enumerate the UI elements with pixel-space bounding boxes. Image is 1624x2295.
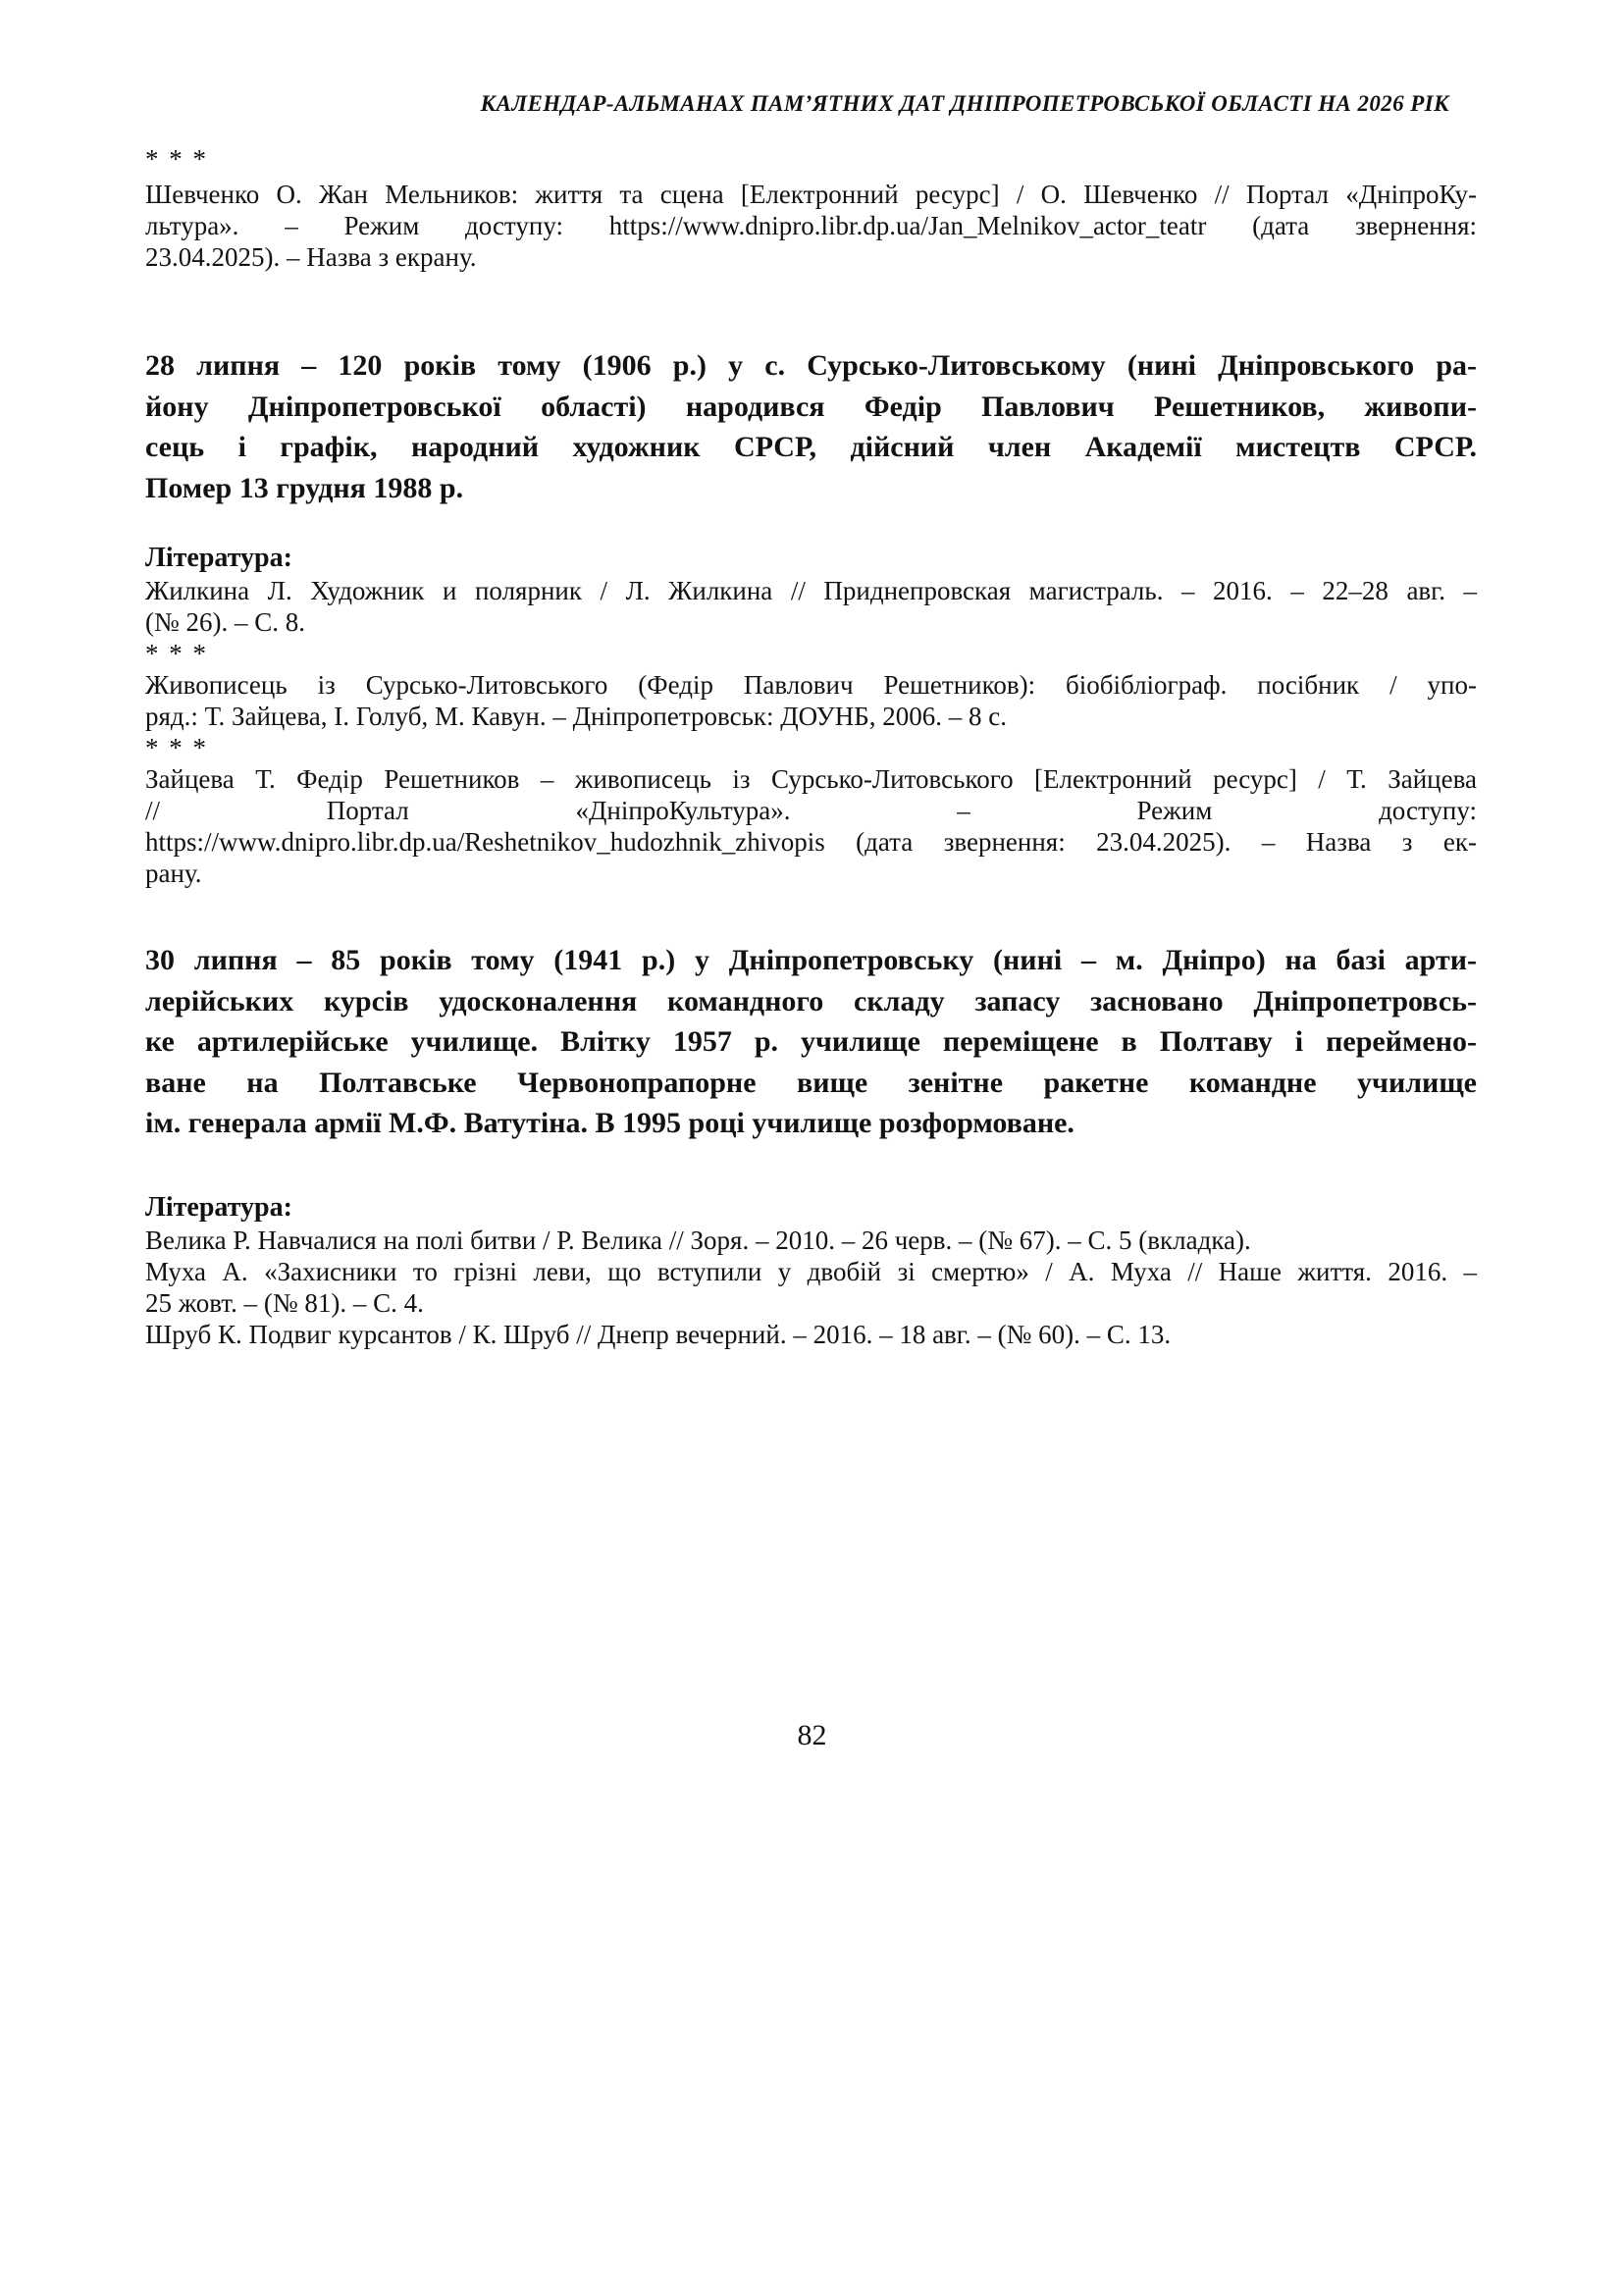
entry-line: ряд.: Т. Зайцева, І. Голуб, М. Кавун. – Дніпропетровськ: ДОУНБ, 2006. – 8 с.: [145, 702, 1008, 731]
literature-heading: Література:: [145, 543, 292, 573]
bibliography-entry-zhivopysets: [145, 669, 1477, 732]
event-line: лерійських курсів удосконалення командного складу запасу засновано Дніпропетровсь-: [145, 984, 1477, 1017]
entry-line: 25 жовт. – (№ 81). – С. 4.: [145, 1287, 424, 1318]
entry-line: (№ 26). – С. 8.: [145, 607, 306, 637]
separator: * * *: [145, 733, 208, 762]
event-paragraph-28-july: [145, 345, 1477, 508]
entry-line: Муха А. «Захисники то грізні леви, що вступили у двобій зі смертю» / А. Муха // Наше життя. 2016. –: [145, 1256, 1477, 1286]
event-line: ване на Полтавське Червонопрапорне вище зенітне ракетне командне училище: [145, 1066, 1477, 1099]
event-paragraph-30-july: [145, 940, 1477, 1144]
event-line: ке артилерійське училище. Влітку 1957 р. училище переміщене в Полтаву і переймено-: [145, 1025, 1477, 1058]
entry-line: Велика Р. Навчалися на полі битви / Р. Велика // Зоря. – 2010. – 26 черв. – (№ 67). – С. 5 (вкладка).: [145, 1225, 1251, 1255]
entry-line: 23.04.2025). – Назва з екрану.: [145, 242, 477, 272]
page-number: 82: [797, 1719, 827, 1751]
entry-line: Живописець із Сурсько-Литовського (Федір Павлович Решетников): біобібліограф. посібник / упо-: [145, 670, 1477, 700]
bibliography-entry-mukha: [145, 1256, 1477, 1319]
bibliography-entry-velyka: [145, 1225, 1477, 1256]
event-line: 28 липня – 120 років тому (1906 р.) у с. Сурсько-Литовському (нині Дніпровського ра-: [145, 349, 1477, 382]
bibliography-entry-shevchenko: [145, 179, 1477, 273]
bibliography-entry-shrub: [145, 1319, 1477, 1350]
page-content: [145, 90, 1477, 1350]
event-line: сець і графік, народний художник СРСР, дійсний член Академії мистецтв СРСР.: [145, 431, 1477, 463]
bibliography-entry-zhilkina: [145, 575, 1477, 638]
entry-line: Жилкина Л. Художник и полярник / Л. Жилкина // Приднепровская магистраль. – 2016. – 22–28 авг. –: [145, 576, 1477, 605]
entry-line: Шруб К. Подвиг курсантов / К. Шруб // Днепр вечерний. – 2016. – 18 авг. – (№ 60). – С. 13.: [145, 1319, 1172, 1349]
entry-line: льтура». – Режим доступу: https://www.dnipro.libr.dp.ua/Jan_Melnikov_actor_teatr (дата звернення:: [145, 211, 1477, 240]
event-line: йону Дніпропетровської області) народився Федір Павлович Решетников, живопи-: [145, 390, 1477, 423]
entry-line: https://www.dnipro.libr.dp.ua/Reshetnikov_hudozhnik_zhivopis (дата звернення: 23.04.2025). – Назва з ек-: [145, 827, 1477, 857]
entry-line: Зайцева Т. Федір Решетников – живописець із Сурсько-Литовського [Електронний ресурс] / Т. Зайцева: [145, 764, 1477, 794]
event-line: ім. генерала армії М.Ф. Ватутіна. В 1995 році училище розформоване.: [145, 1107, 1074, 1139]
event-line: 30 липня – 85 років тому (1941 р.) у Дніпропетровську (нині – м. Дніпро) на базі арти-: [145, 944, 1477, 976]
separator: * * *: [145, 639, 208, 668]
event-line: Помер 13 грудня 1988 р.: [145, 471, 464, 504]
running-header: КАЛЕНДАР-АЛЬМАНАХ ПАМ’ЯТНИХ ДАТ ДНІПРОПЕТРОВСЬКОЇ ОБЛАСТІ НА 2026 РІК: [480, 91, 1449, 116]
literature-heading: Література:: [145, 1191, 292, 1223]
entry-line: рану.: [145, 859, 202, 888]
bibliography-entry-zaitseva: [145, 763, 1477, 889]
entry-line: // Портал «ДніпроКультура». – Режим доступу:: [145, 796, 1477, 825]
entry-line: Шевченко О. Жан Мельников: життя та сцена [Електронний ресурс] / О. Шевченко // Портал «ДніпроКу-: [145, 180, 1477, 209]
separator: * * *: [145, 144, 208, 174]
